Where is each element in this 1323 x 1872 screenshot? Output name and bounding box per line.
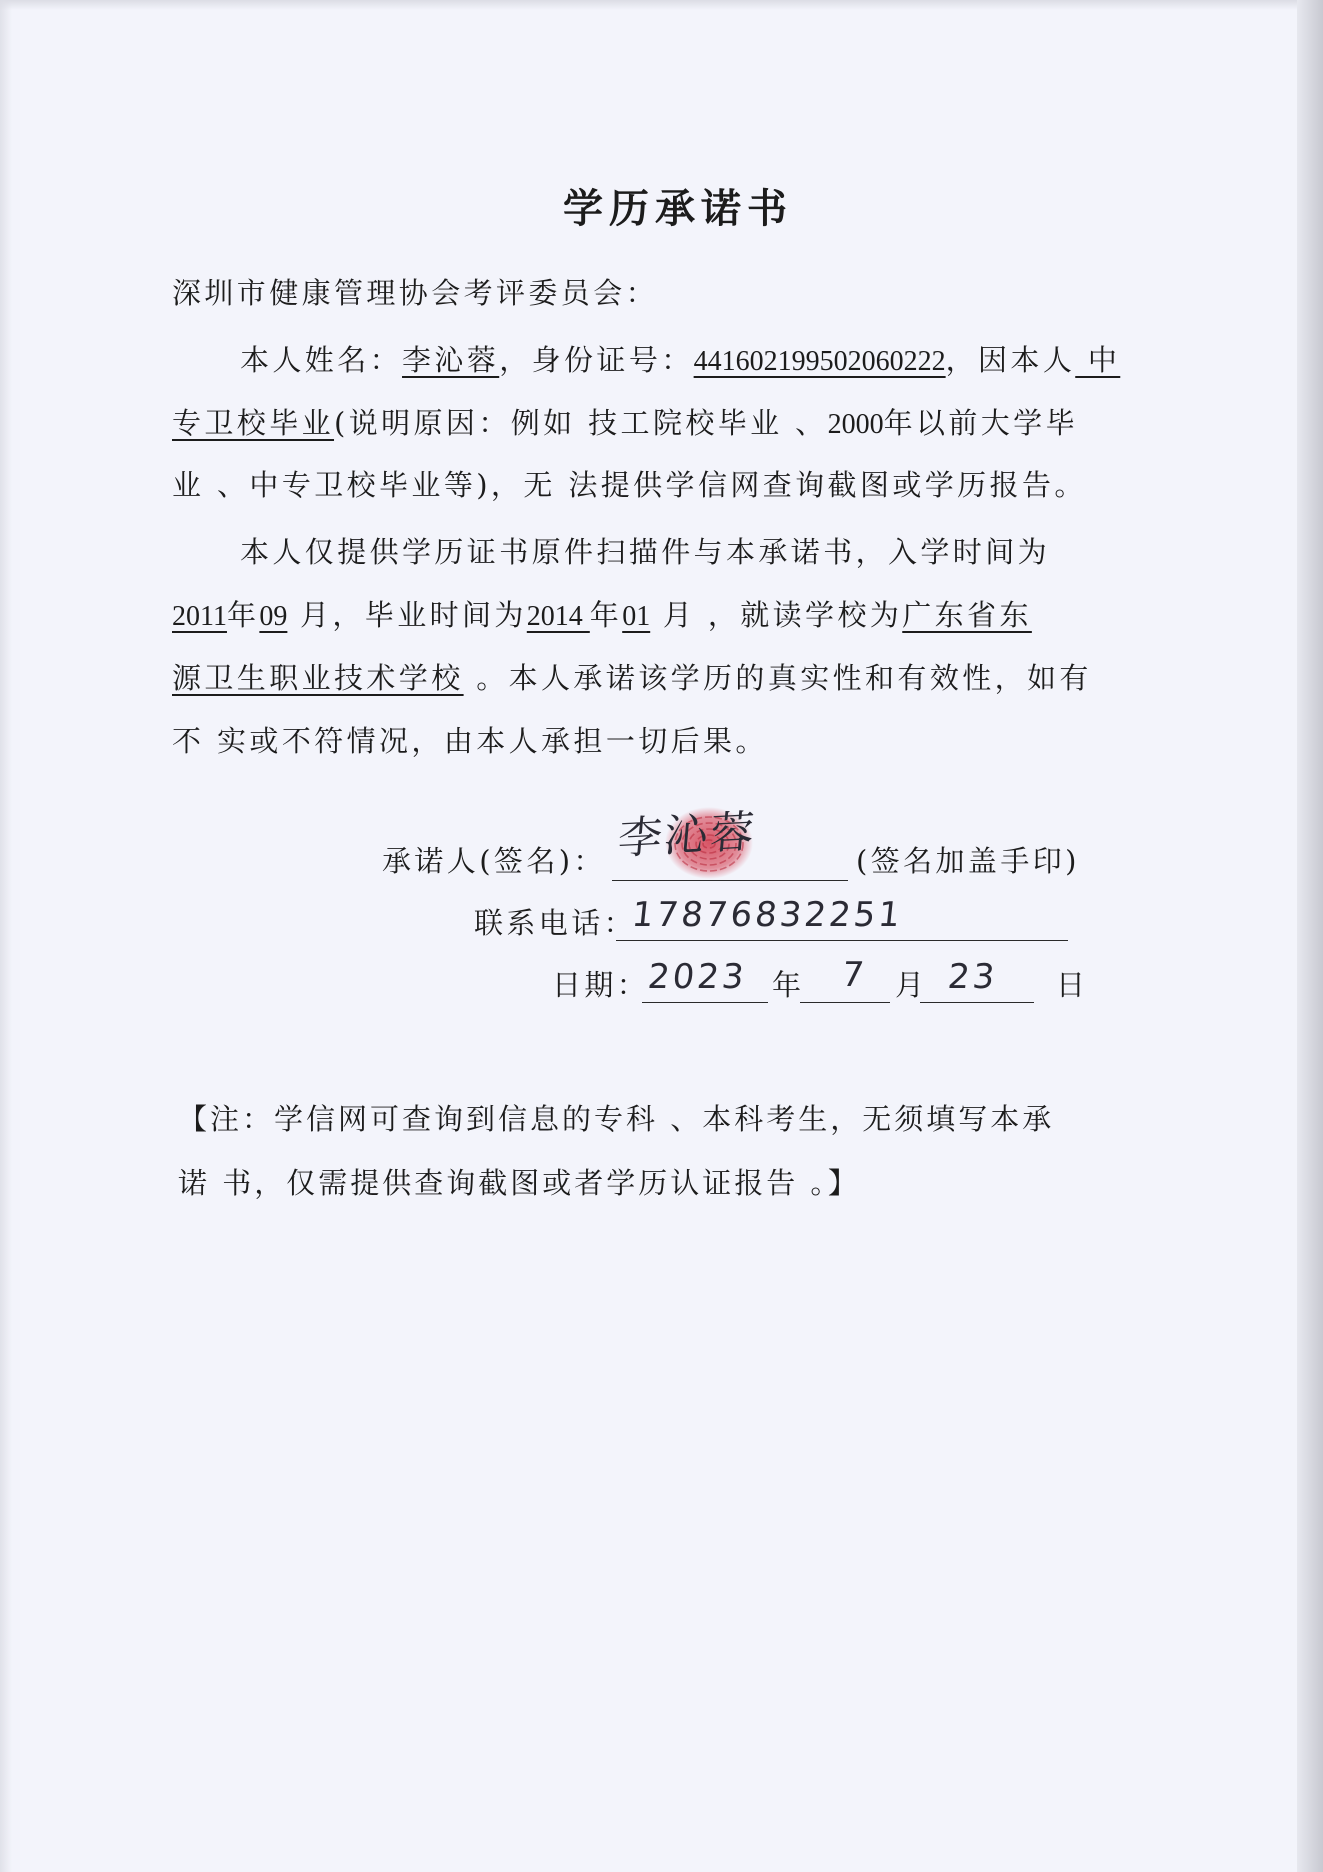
body-line-1 xyxy=(240,343,1120,379)
handwritten-year: 2023 xyxy=(645,957,749,997)
id-number-value: 441602199502060222 xyxy=(693,346,946,377)
id-label: ，身份证号： xyxy=(499,343,694,377)
reason-note-b: 年以前大学毕 xyxy=(883,406,1078,440)
reason-note-a: (说明原因：例如 技工院校毕业 、 xyxy=(334,406,828,440)
year-unit: 年 xyxy=(589,598,623,632)
phone-label: 联系电话： xyxy=(474,906,637,940)
name-value: 李沁蓉 xyxy=(402,343,500,377)
note-line-1: 【注：学信网可查询到信息的专科 、本科考生，无须填写本承 xyxy=(178,1102,1055,1136)
signer-label: 承诺人(签名)： xyxy=(382,844,606,878)
school-value-part1: 广东省东 xyxy=(902,598,1032,632)
reason-value-part2: 专卫校毕业 xyxy=(172,406,335,440)
date-day-blank[interactable] xyxy=(920,1002,1034,1003)
scan-edge-right xyxy=(1297,0,1323,1872)
after-enroll-text: 月，毕业时间为 xyxy=(287,598,527,632)
body-line-2 xyxy=(172,406,1078,442)
reason-value-part1: 中 xyxy=(1075,343,1121,377)
note-line-2: 诺 书，仅需提供查询截图或者学历认证报告 。】 xyxy=(178,1166,860,1200)
enroll-year-value: 2011 xyxy=(172,601,227,632)
handwritten-month: 7 xyxy=(839,955,869,995)
addressee: 深圳市健康管理协会考评委员会： xyxy=(172,276,659,310)
commitment-text: 。本人承诺该学历的真实性和有效性，如有 xyxy=(463,661,1092,695)
name-label: 本人姓名： xyxy=(240,343,403,377)
handwritten-signature: 李沁蓉 xyxy=(615,806,759,865)
body-line-7: 不 实或不符情况，由本人承担一切后果。 xyxy=(172,724,768,758)
body-line-5 xyxy=(172,598,1032,634)
document-title: 学历承诺书 xyxy=(563,185,793,232)
grad-month-value: 01 xyxy=(622,601,651,632)
handwritten-phone: 17876832251 xyxy=(629,895,906,935)
enroll-month-value: 09 xyxy=(259,601,288,632)
date-year-blank[interactable] xyxy=(642,1002,768,1003)
signer-hint: (签名加盖手印) xyxy=(856,844,1080,878)
year-unit: 年 xyxy=(772,968,805,1002)
scan-edge-left xyxy=(0,0,12,1872)
school-value-part2: 源卫生职业技术学校 xyxy=(172,661,464,695)
after-grad-text: 月 ，就读学校为 xyxy=(650,598,903,632)
reason-note-year: 2000 xyxy=(827,409,884,440)
handwritten-day: 23 xyxy=(945,957,1000,997)
body-line-3: 业 、中专卫校毕业等)，无 法提供学信网查询截图或学历报告。 xyxy=(172,468,1087,502)
reason-lead: ，因本人 xyxy=(945,343,1076,377)
date-month-blank[interactable] xyxy=(800,1002,890,1003)
body-line-4: 本人仅提供学历证书原件扫描件与本承诺书，入学时间为 xyxy=(240,535,1051,569)
month-unit: 月 xyxy=(895,968,928,1002)
date-label: 日期： xyxy=(552,968,650,1002)
grad-year-value: 2014 xyxy=(526,601,590,632)
signature-blank[interactable] xyxy=(612,880,848,881)
scan-edge-top xyxy=(0,0,1323,10)
day-unit: 日 xyxy=(1056,968,1089,1002)
phone-blank[interactable] xyxy=(616,940,1068,941)
body-line-6 xyxy=(172,661,1092,695)
year-unit: 年 xyxy=(226,598,260,632)
